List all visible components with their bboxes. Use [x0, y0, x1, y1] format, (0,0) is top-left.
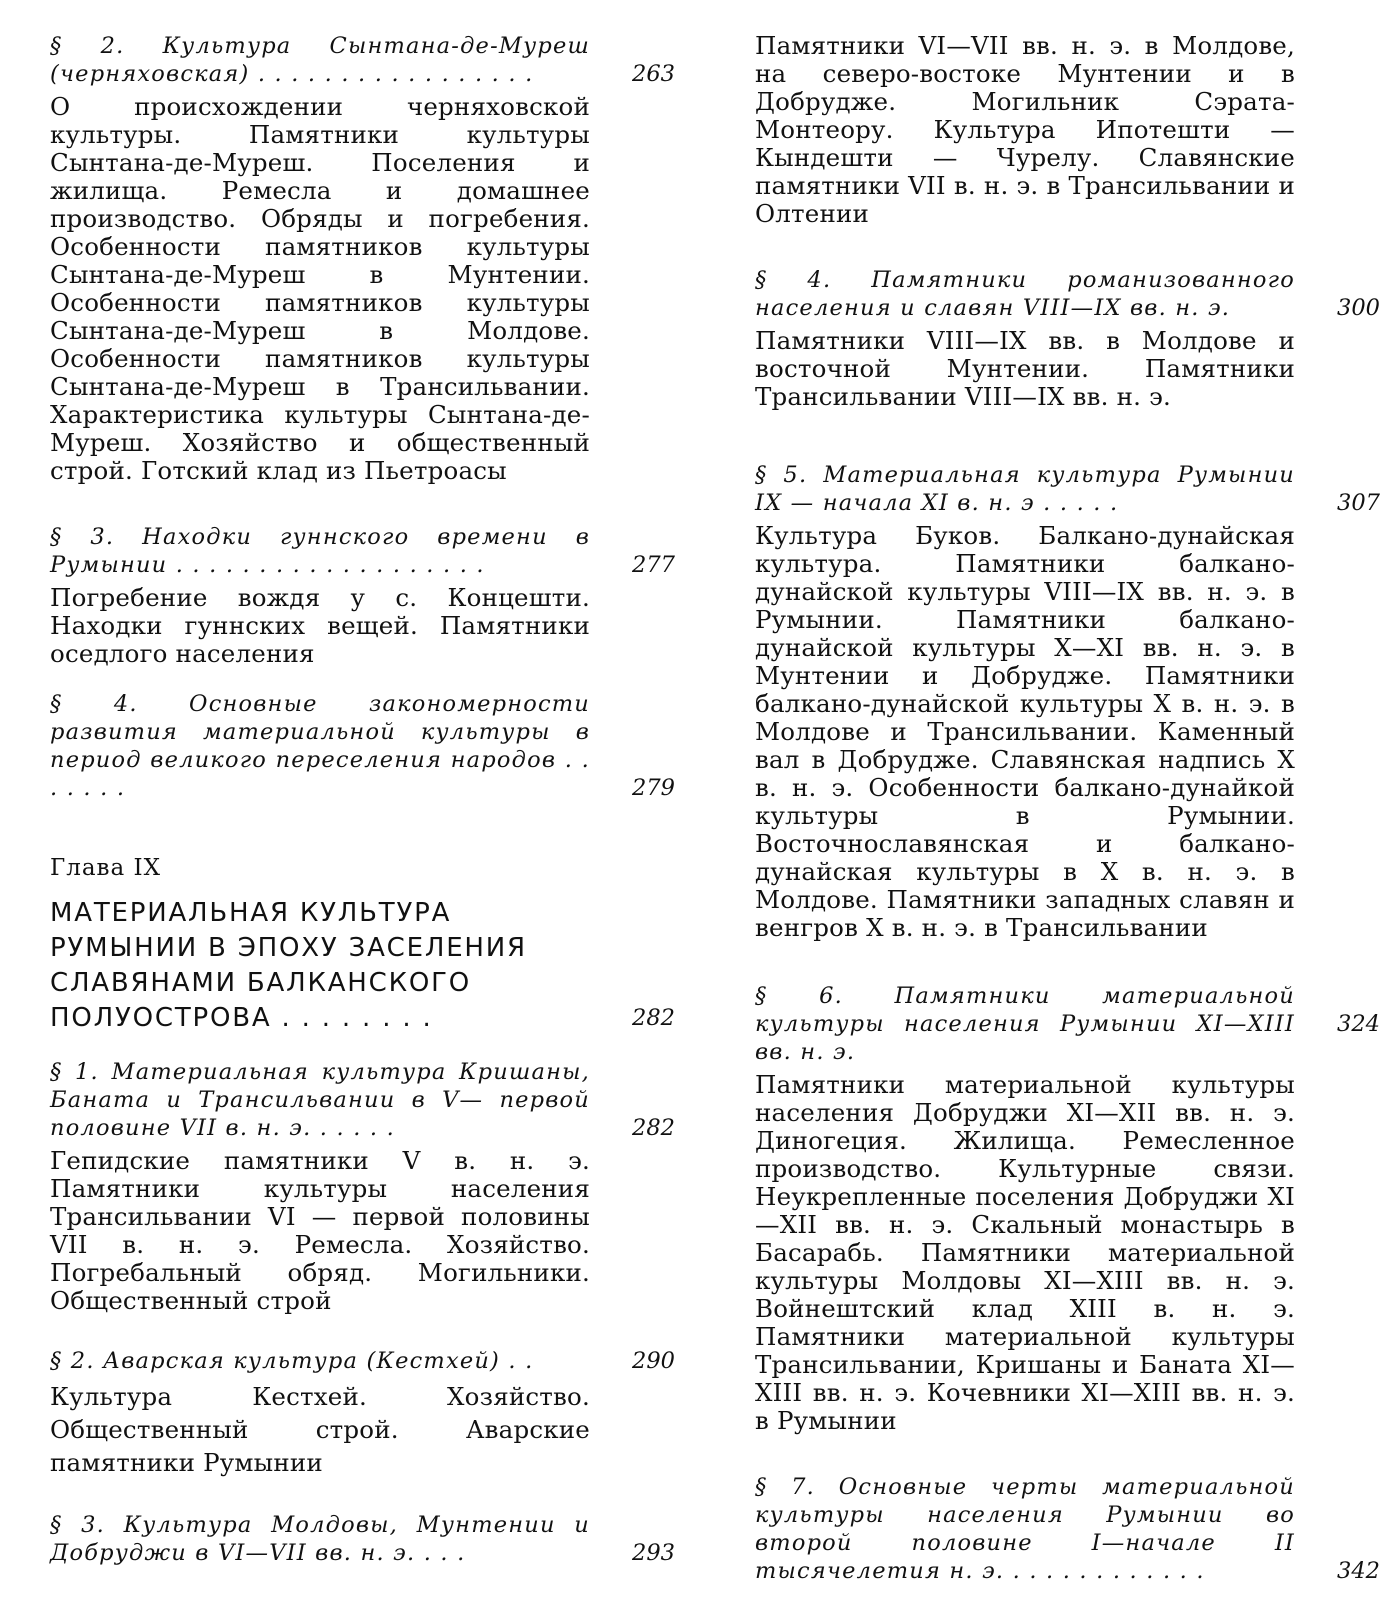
- toc-entry-culture-sintana[interactable]: [50, 32, 675, 485]
- entry-heading: § 6. Памятники материальной культуры населения Румынии XI—XIII вв. н. э.: [755, 983, 1295, 1065]
- toc-entry-material-ix[interactable]: [755, 461, 1380, 942]
- entry-heading: § 3. Культура Молдовы, Мунтении и Добруджи в VI—VII вв. н. э. . . .: [50, 1512, 590, 1566]
- toc-entry-moldova-continued: [755, 32, 1380, 228]
- chapter-title: МАТЕРИАЛЬНАЯ КУЛЬТУРА РУМЫНИИ В ЭПОХУ ЗАСЕЛЕНИЯ СЛАВЯНАМИ БАЛКАНСКОГО ПОЛУОСТРОВА . . . . . . . .: [50, 898, 527, 1033]
- entry-heading: § 2. Культура Сынтана-де-Муреш (черняховская) . . . . . . . . . . . . . . . . .: [50, 33, 590, 87]
- page-number: 282: [632, 1005, 675, 1031]
- page-number: 279: [632, 775, 675, 801]
- entry-summary: Памятники материальной культуры населения Добруджи XI—XII вв. н. э. Диногеция. Жилища. Ремесленное производство. Культурные связи. Неукрепленные поселения Добруджи XI—XII вв. н. э. Скальный монастырь в Басарабь. Памятники материальной культуры Молдовы XI—XIII вв. н. э. Войнештский клад XIII в. н. э. Памятники материальной культуры Трансильвании, Кришаны и Баната XI—XIII вв. н. э. Кочевники XI—XIII вв. н. э. в Румынии: [755, 1070, 1295, 1435]
- entry-heading: § 3. Находки гуннского времени в Румынии . . . . . . . . . . . . . . . . . . .: [50, 524, 590, 578]
- toc-entry-romanized[interactable]: [755, 266, 1380, 411]
- toc-entry-xi-xiii[interactable]: [755, 982, 1380, 1435]
- entry-summary: О происхождении черняховской культуры. Памятники культуры Сынтана-де-Муреш. Поселения и жилища. Ремесла и домашнее производство. Обряды и погребения. Особенности памятников культуры Сынтана-де-Муреш в Мунтении. Особенности памятников культуры Сынтана-де-Муреш в Молдове. Особенности памятников культуры Сынтана-де-Муреш в Трансильвании. Характеристика культуры Сынтана-де-Муреш. Хозяйство и общественный строй. Готский клад из Пьетроасы: [50, 92, 590, 485]
- entry-summary: Памятники VI—VII вв. н. э. в Молдове, на северо-востоке Мунтении и в Добрудже. Могильник Сэрата-Монтеору. Культура Ипотешти — Кындешти — Чурелу. Славянские памятники VII в. н. э. в Трансильвании и Олтении: [755, 31, 1295, 228]
- page-number: 282: [632, 1115, 675, 1141]
- page-number: 324: [1337, 1011, 1380, 1037]
- toc-entry-regularities[interactable]: [50, 690, 675, 802]
- chapter-label: Глава IX: [50, 855, 161, 881]
- left-column: [50, 32, 675, 1567]
- entry-summary: Культура Кестхей. Хозяйство. Общественный строй. Аварские памятники Румынии: [50, 1382, 590, 1477]
- page-number: 293: [632, 1540, 675, 1566]
- entry-heading: § 1. Материальная культура Кришаны, Баната и Трансильвании в V— первой половине VII в. н. э. . . . . .: [50, 1059, 590, 1141]
- entry-heading: § 4. Основные закономерности развития материальной культуры в период великого переселения народов . . . . . . .: [50, 691, 590, 801]
- entry-heading: § 2. Аварская культура (Кестхей) . .: [50, 1348, 534, 1374]
- toc-entry-avar[interactable]: [50, 1347, 675, 1479]
- entry-heading: § 7. Основные черты материальной культуры населения Румынии во второй половине I—начале II тысячелетия н. э. . . . . . . . . . . . .: [755, 1474, 1295, 1584]
- page-number: 300: [1337, 295, 1380, 321]
- entry-heading: § 4. Памятники романизованного населения и славян VIII—IX вв. н. э.: [755, 267, 1295, 321]
- page-number: 342: [1337, 1558, 1380, 1584]
- entry-summary: Гепидские памятники V в. н. э. Памятники культуры населения Трансильвании VI — первой половины VII в. н. э. Ремесла. Хозяйство. Погребальный обряд. Могильники. Общественный строй: [50, 1146, 590, 1315]
- page-number: 263: [632, 61, 675, 87]
- entry-summary: Памятники VIII—IX вв. в Молдове и восточной Мунтении. Памятники Трансильвании VIII—IX вв. н. э.: [755, 326, 1295, 411]
- page-number: 307: [1337, 490, 1380, 516]
- toc-chapter-ix[interactable]: [50, 854, 675, 1036]
- page-number: 277: [632, 552, 675, 578]
- entry-summary: Погребение вождя у с. Концешти. Находки гуннских вещей. Памятники оседлого населения: [50, 583, 590, 668]
- toc-entry-moldova[interactable]: [50, 1511, 675, 1567]
- entry-heading: § 5. Материальная культура Румынии IX — начала XI в. н. э . . . . .: [755, 462, 1295, 516]
- toc-entry-crisana[interactable]: [50, 1058, 675, 1315]
- entry-summary: Культура Буков. Балкано-дунайская культура. Памятники балкано-дунайской культуры VIII—IX вв. н. э. в Румынии. Памятники балкано-дунайской культуры X—XI вв. н. э. в Мунтении и Добрудже. Памятники балкано-дунайской культуры X в. н. э. в Молдове и Трансильвании. Каменный вал в Добрудже. Славянская надпись X в. н. э. Особенности балкано-дунайкой культуры в Румынии. Восточнославянская и балкано-дунайская культуры в X в. н. э. в Молдове. Памятники западных славян и венгров X в. н. э. в Трансильвании: [755, 521, 1295, 942]
- right-column: [755, 32, 1380, 1585]
- page-number: 290: [632, 1348, 675, 1374]
- toc-entry-hun-finds[interactable]: [50, 523, 675, 668]
- toc-entry-main-features[interactable]: [755, 1473, 1380, 1585]
